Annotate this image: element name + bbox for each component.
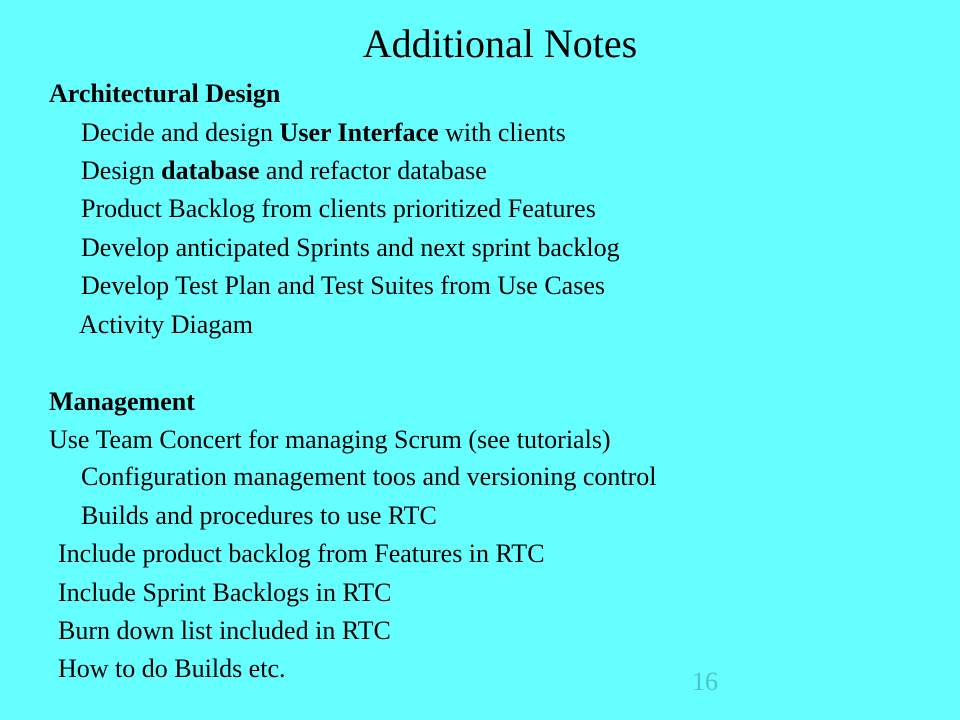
management-line: Configuration management toos and versioning control <box>81 462 657 491</box>
architectural-item-activity-diagram: Activity Diagam <box>79 310 254 339</box>
management-line: Builds and procedures to use RTC <box>81 501 437 530</box>
item-text-bold: User Interface <box>279 118 439 147</box>
architectural-item-test-plan: Develop Test Plan and Test Suites from Use Cases <box>81 271 605 300</box>
management-line: Burn down list included in RTC <box>58 616 391 645</box>
management-heading: Management <box>49 387 195 416</box>
page-number: 16 <box>692 667 718 696</box>
management-line: How to do Builds etc. <box>58 654 286 683</box>
management-line: Use Team Concert for managing Scrum (see tutorials) <box>49 425 611 454</box>
item-text-before: Design <box>81 156 162 185</box>
architectural-item-product-backlog: Product Backlog from clients prioritized Features <box>81 194 596 223</box>
architectural-item-sprints: Develop anticipated Sprints and next sprint backlog <box>81 233 620 262</box>
architectural-item-user-interface <box>81 116 566 150</box>
management-line: Include product backlog from Features in RTC <box>58 539 545 568</box>
architectural-item-database <box>81 154 487 188</box>
management-line: Include Sprint Backlogs in RTC <box>58 578 392 607</box>
architectural-design-heading: Architectural Design <box>49 79 281 108</box>
slide-title: Additional Notes <box>362 21 638 66</box>
item-text-bold: database <box>161 156 260 185</box>
item-text-after: and refactor database <box>259 156 487 185</box>
item-text-before: Decide and design <box>81 118 280 147</box>
item-text-after: with clients <box>438 118 566 147</box>
